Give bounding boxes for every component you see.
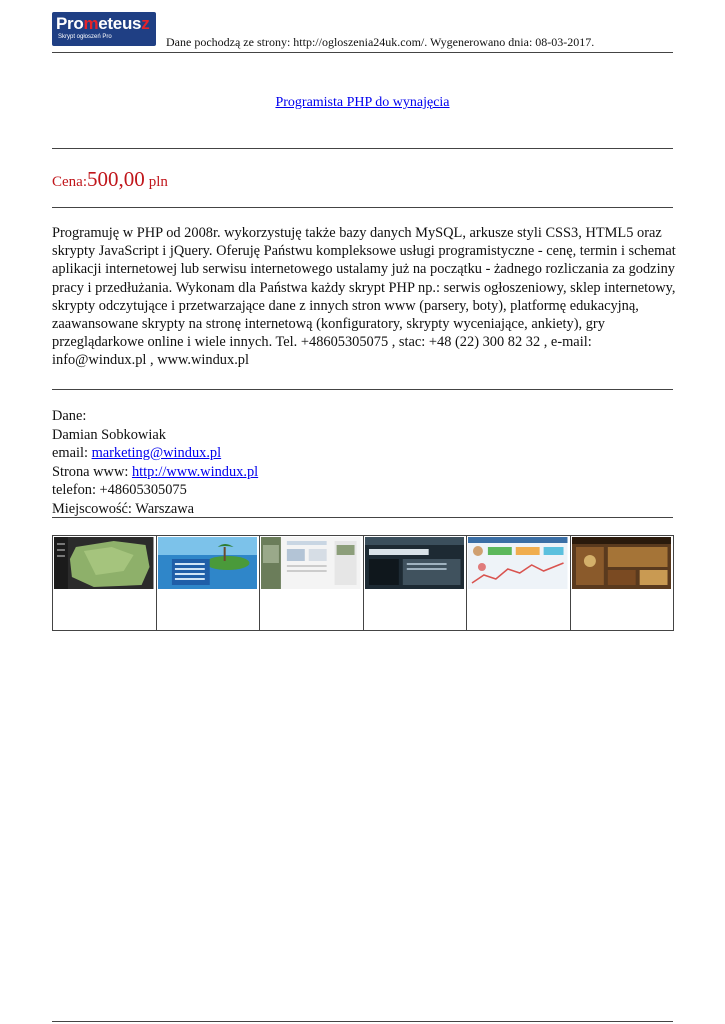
divider <box>52 52 673 53</box>
price-value: 500,00 <box>87 167 145 191</box>
listing-title-link[interactable]: Programista PHP do wynajęcia <box>275 95 450 110</box>
contact-city: Miejscowość: Warszawa <box>52 500 195 517</box>
gallery-cell[interactable] <box>52 535 157 631</box>
gallery-cell[interactable] <box>259 535 364 631</box>
price-currency: pln <box>148 174 168 190</box>
divider <box>52 517 673 518</box>
logo-wordmark: Prometeusz <box>56 14 150 33</box>
thumbnail-map[interactable] <box>54 537 154 589</box>
thumbnail-browser-game[interactable] <box>572 537 672 589</box>
logo-tagline: Skrypt ogłoszeń Pro <box>58 34 112 40</box>
thumbnail-dashboard[interactable] <box>468 537 568 589</box>
listing-description: Programuję w PHP od 2008r. wykorzystuję także bazy danych MySQL, arkusze styli CSS3, HTML5 oraz skrypty JavaScript i jQuery. Oferuję Państwu kompleksowe usługi programistyczne - cenę, termin i schemat aplikacji internetowej lub serwisu internetowego ustalamy już na początku - żadnego rozliczania za godziny pracy i przedłużania. Wykonam dla Państwa każdy skrypt PHP np.: serwis ogłoszeniowy, sklep internetowy, skrypty odczytujące i przetwarzające dane z innych stron www (parsery, boty), platformę edukacyjną, zaawansowane skrypty na stronę internetową (konfiguratory, skrypty wyceniające, ankiety), gry przeglądarkowe online i wiele innych. Tel. +48605305075 , stac: +48 (22) 300 82 32 , e-mail: info@windux.pl , www.windux.pl <box>52 225 676 369</box>
contact-email-row <box>52 444 258 463</box>
contact-name: Damian Sobkowiak <box>52 426 166 443</box>
footer-divider <box>52 1021 673 1022</box>
contact-phone: telefon: +48605305075 <box>52 482 187 499</box>
image-gallery <box>52 535 673 631</box>
thumbnail-dark-website[interactable] <box>365 537 465 589</box>
www-label: Strona www: <box>52 463 132 480</box>
divider <box>52 207 673 208</box>
gallery-cell[interactable] <box>466 535 571 631</box>
email-link[interactable]: marketing@windux.pl <box>91 445 222 462</box>
listing-title-block <box>52 95 673 111</box>
site-logo <box>52 12 156 46</box>
gallery-cell[interactable] <box>363 535 468 631</box>
price-label: Cena: <box>52 174 87 190</box>
contact-heading: Dane: <box>52 408 87 424</box>
thumbnail-island-website[interactable] <box>158 537 258 589</box>
contact-www-row <box>52 463 258 482</box>
contact-details <box>52 407 258 519</box>
gallery-cell[interactable] <box>570 535 675 631</box>
divider <box>52 148 673 149</box>
www-link[interactable]: http://www.windux.pl <box>131 463 259 480</box>
thumbnail-light-website[interactable] <box>261 537 361 589</box>
divider <box>52 389 673 390</box>
source-info: Dane pochodzą ze strony: http://ogloszenia24uk.com/. Wygenerowano dnia: 08-03-2017. <box>166 35 595 49</box>
email-label: email: <box>52 445 92 462</box>
gallery-cell[interactable] <box>156 535 261 631</box>
price <box>52 167 168 192</box>
